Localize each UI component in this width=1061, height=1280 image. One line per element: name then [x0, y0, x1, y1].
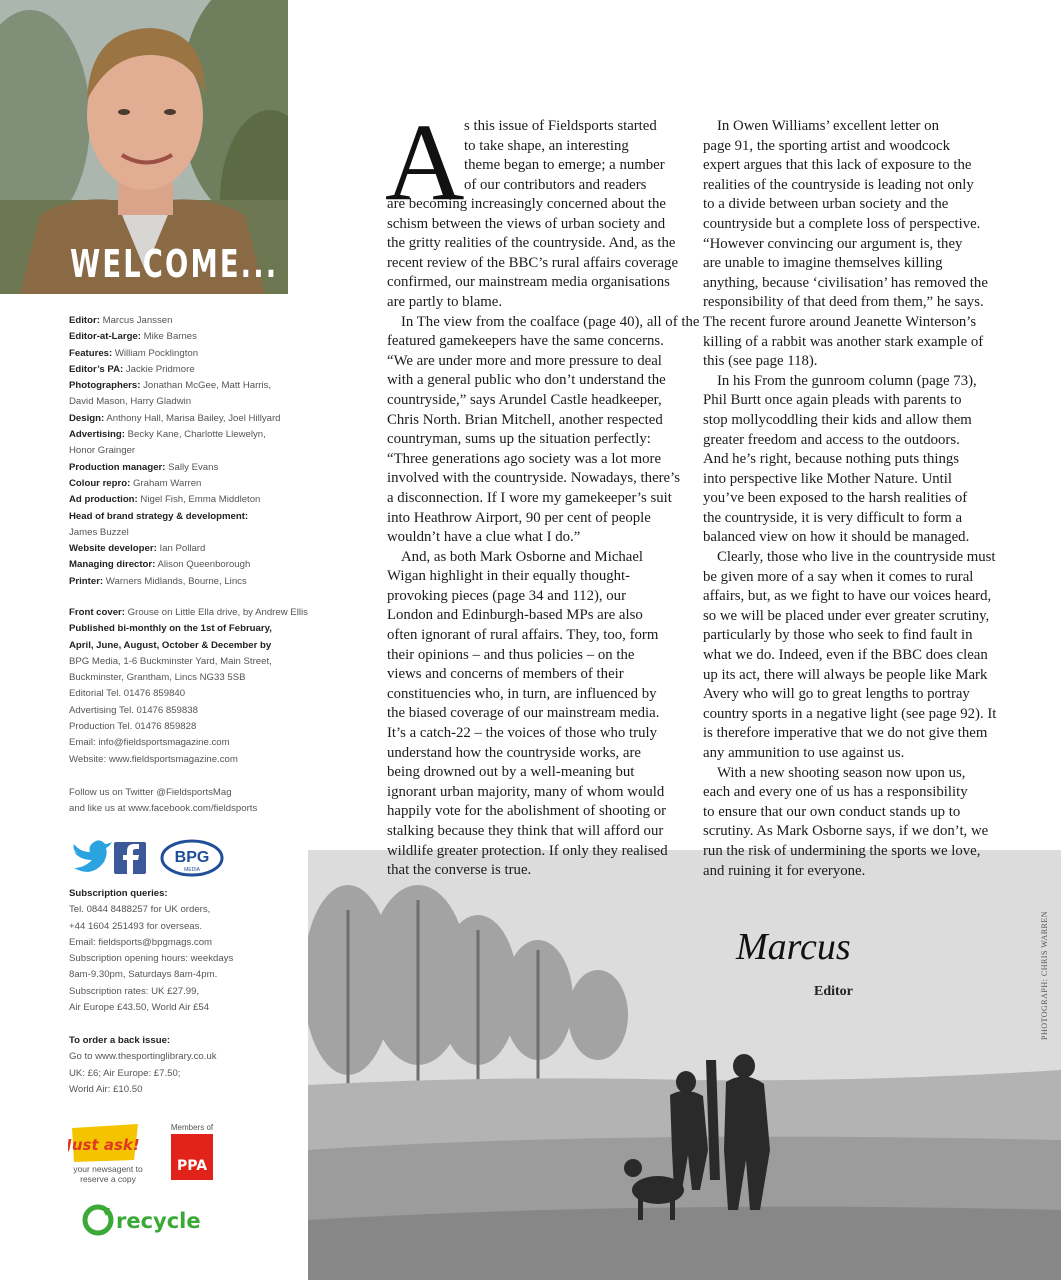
article-intro: s this issue of Fieldsports started to take shape, an interesting theme began to emerge; a number of our contributors and readers: [464, 118, 665, 193]
footer-logos: [68, 1120, 228, 1250]
svg-text:your newsagent to: your newsagent to: [73, 1164, 143, 1174]
credit-line: Features: William Pocklington: [69, 347, 199, 359]
membership-logos: [68, 1120, 228, 1245]
photo-scene: [308, 850, 1061, 1280]
credit-line: Ad production: Nigel Fish, Emma Middleton: [69, 494, 261, 506]
credit-line: David Mason, Harry Gladwin: [69, 396, 192, 408]
article-column-1: are becoming increasingly concerned about the schism between the views of urban society and the gritty realities of the countryside. And, as the recent review of the BBC’s rural affairs coverage confirmed, our mainstream media organisations are partly to blame. In The view from the coalface (page 40), all of the featured gamekeepers have the same concerns. “We are under more and more pressure to deal with a general public who don’t understand the countryside,” says Arundel Castle headkeeper, Chris North. Brian Mitchell, another respected countryman, sums up the situation perfectly: “Three generations ago society was a lot more involved with the countryside. Nowadays, there’s a disconnection. If I wore my gamekeeper’s suit into Heathrow Airport, 90 per cent of people wouldn’t have a clue what I do.” And, as both Mark Osborne and Michael Wigan highlight in their equally thought- provoking pieces (page 34 and 112), our London and Edinburgh-based MPs are also often ignorant of rural affairs. They, too, form their opinions – and thus policies – on the views and concerns of members of their constituencies who, in turn, are influenced by the biased coverage of our mainstream media. It’s a catch-22 – the voices of those who truly understand how the countryside works, are being drowned out by a well-meaning but ignorant urban majority, many of whom would happily vote for the abolishment of shooting or stalking because they think that will afford our wildlife greater protection. If only they realised that the converse is true.: [387, 196, 700, 879]
facebook-icon[interactable]: [114, 842, 146, 874]
svg-text:MEDIA: MEDIA: [184, 867, 200, 873]
credit-line: Editor-at-Large: Mike Barnes: [69, 331, 197, 343]
recycle-logo: [85, 1207, 201, 1233]
credit-line: Honor Grainger: [69, 445, 136, 457]
ppa-logo: [171, 1123, 214, 1180]
credit-line: Website developer: Ian Pollard: [69, 543, 206, 555]
sidebar: [0, 0, 308, 1280]
article-column-2: In Owen Williams’ excellent letter on page 91, the sporting artist and woodcock expert argues that this lack of exposure to the realities of the countryside is leading not only to a divide between urban society and the countryside but a complete loss of perspective. “However convincing our argument is, they are unable to imagine themselves killing anything, because ‘civilisation’ has removed the responsibility of that deed from them,” he says. The recent furore around Jeanette Winterson’s killing of a rabbit was another stark example of this (see page 118). In his From the gunroom column (page 73), Phil Burtt once again pleads with parents to stop mollycoddling their kids and allow them greater freedom and access to the outdoors. And he’s right, because nothing puts things into perspective like Mother Nature. Until you’ve been exposed to the harsh realities of the countryside, it is very difficult to form a balanced view on how it should be managed. Clearly, those who live in the countryside must be given more of a say when it comes to rural affairs, but, as we fight to have our voices heard, so we will be placed under ever greater scrutiny, particularly by those who seek to find fault in what we do. Indeed, even if the BBC does clean up its act, there will always be people like Mark Avery who will go to great lengths to portray country sports in a negative light (see page 92). It is therefore imperative that we do not give them any ammunition to use against us. With a new shooting season now upon us, each and every one of us has a responsibility to ensure that our own conduct stands up to scrutiny. As Mark Osborne says, if we don’t, we run the risk of undermining the sports we love, and ruining it for everyone.: [703, 118, 997, 879]
svg-text:BPG: BPG: [174, 849, 210, 866]
editor-signature: Marcus: [736, 926, 851, 968]
photo-credit: PHOTOGRAPH: CHRIS WARREN: [1040, 910, 1049, 1040]
svg-text:Members of: Members of: [170, 1123, 214, 1132]
credit-line: Advertising: Becky Kane, Charlotte Llewelyn,: [69, 429, 266, 441]
back-issue-info: To order a back issue: Go to www.thesportinglibrary.co.uk UK: £6; Air Europe: £7.50; World Air: £10.50: [69, 1035, 217, 1095]
bpg-media-logo: [162, 841, 222, 875]
editor-signoff: Editor: [814, 984, 853, 999]
social-icons: [70, 838, 230, 878]
credit-line: Head of brand strategy & development:: [69, 510, 249, 522]
credit-line: Colour repro: Graham Warren: [69, 477, 202, 489]
twitter-icon[interactable]: [74, 840, 113, 871]
just-ask-logo: [68, 1124, 143, 1184]
editor-portrait: [0, 0, 288, 294]
credit-line: Design: Anthony Hall, Marisa Bailey, Joel Hillyard: [69, 412, 281, 424]
svg-text:recycle: recycle: [116, 1209, 201, 1233]
credit-line: James Buzzel: [69, 526, 129, 538]
credit-line: Managing director: Alison Queenborough: [69, 559, 251, 571]
svg-text:Just ask!: Just ask!: [68, 1136, 140, 1154]
publication-info: Front cover: Grouse on Little Ella drive, by Andrew Ellis Published bi-monthly on the 1st of February, April, June, August, October & December by BPG Media, 1-6 Buckminster Yard, Main Street, Buckminster, Grantham, Lincs NG33 5SB Editorial Tel. 01476 859840 Advertising Tel. 01476 859838 Production Tel. 01476 859828 Email: info@fieldsportsmagazine.com Website: www.fieldsportsmagazine.com: [69, 607, 308, 765]
svg-text:reserve a copy: reserve a copy: [80, 1174, 136, 1184]
svg-text:PPA: PPA: [176, 1158, 208, 1174]
credit-line: Production manager: Sally Evans: [69, 461, 219, 473]
follow-info: Follow us on Twitter @FieldsportsMag and like us at www.facebook.com/fieldsports: [69, 787, 258, 815]
welcome-heading: WELCOME...: [70, 242, 279, 286]
credit-line: Editor’s PA: Jackie Pridmore: [69, 363, 195, 375]
credit-line: Printer: Warners Midlands, Bourne, Lincs: [69, 575, 247, 587]
subscription-info: Subscription queries: Tel. 0844 8488257 for UK orders, +44 1604 251493 for overseas. Email: fieldsports@bpgmags.com Subscription opening hours: weekdays 8am-9.30pm, Saturdays 8am-4pm. Subscription rates: UK £27.99, Air Europe £43.50, World Air £54: [69, 888, 234, 1014]
social-links: [70, 838, 230, 878]
countryside-photograph: [308, 850, 1061, 1280]
staff-credits: [69, 313, 284, 590]
credit-line: Editor: Marcus Janssen: [69, 315, 173, 326]
drop-cap: A: [385, 101, 465, 223]
credit-line: Photographers: Jonathan McGee, Matt Harris,: [69, 380, 272, 392]
